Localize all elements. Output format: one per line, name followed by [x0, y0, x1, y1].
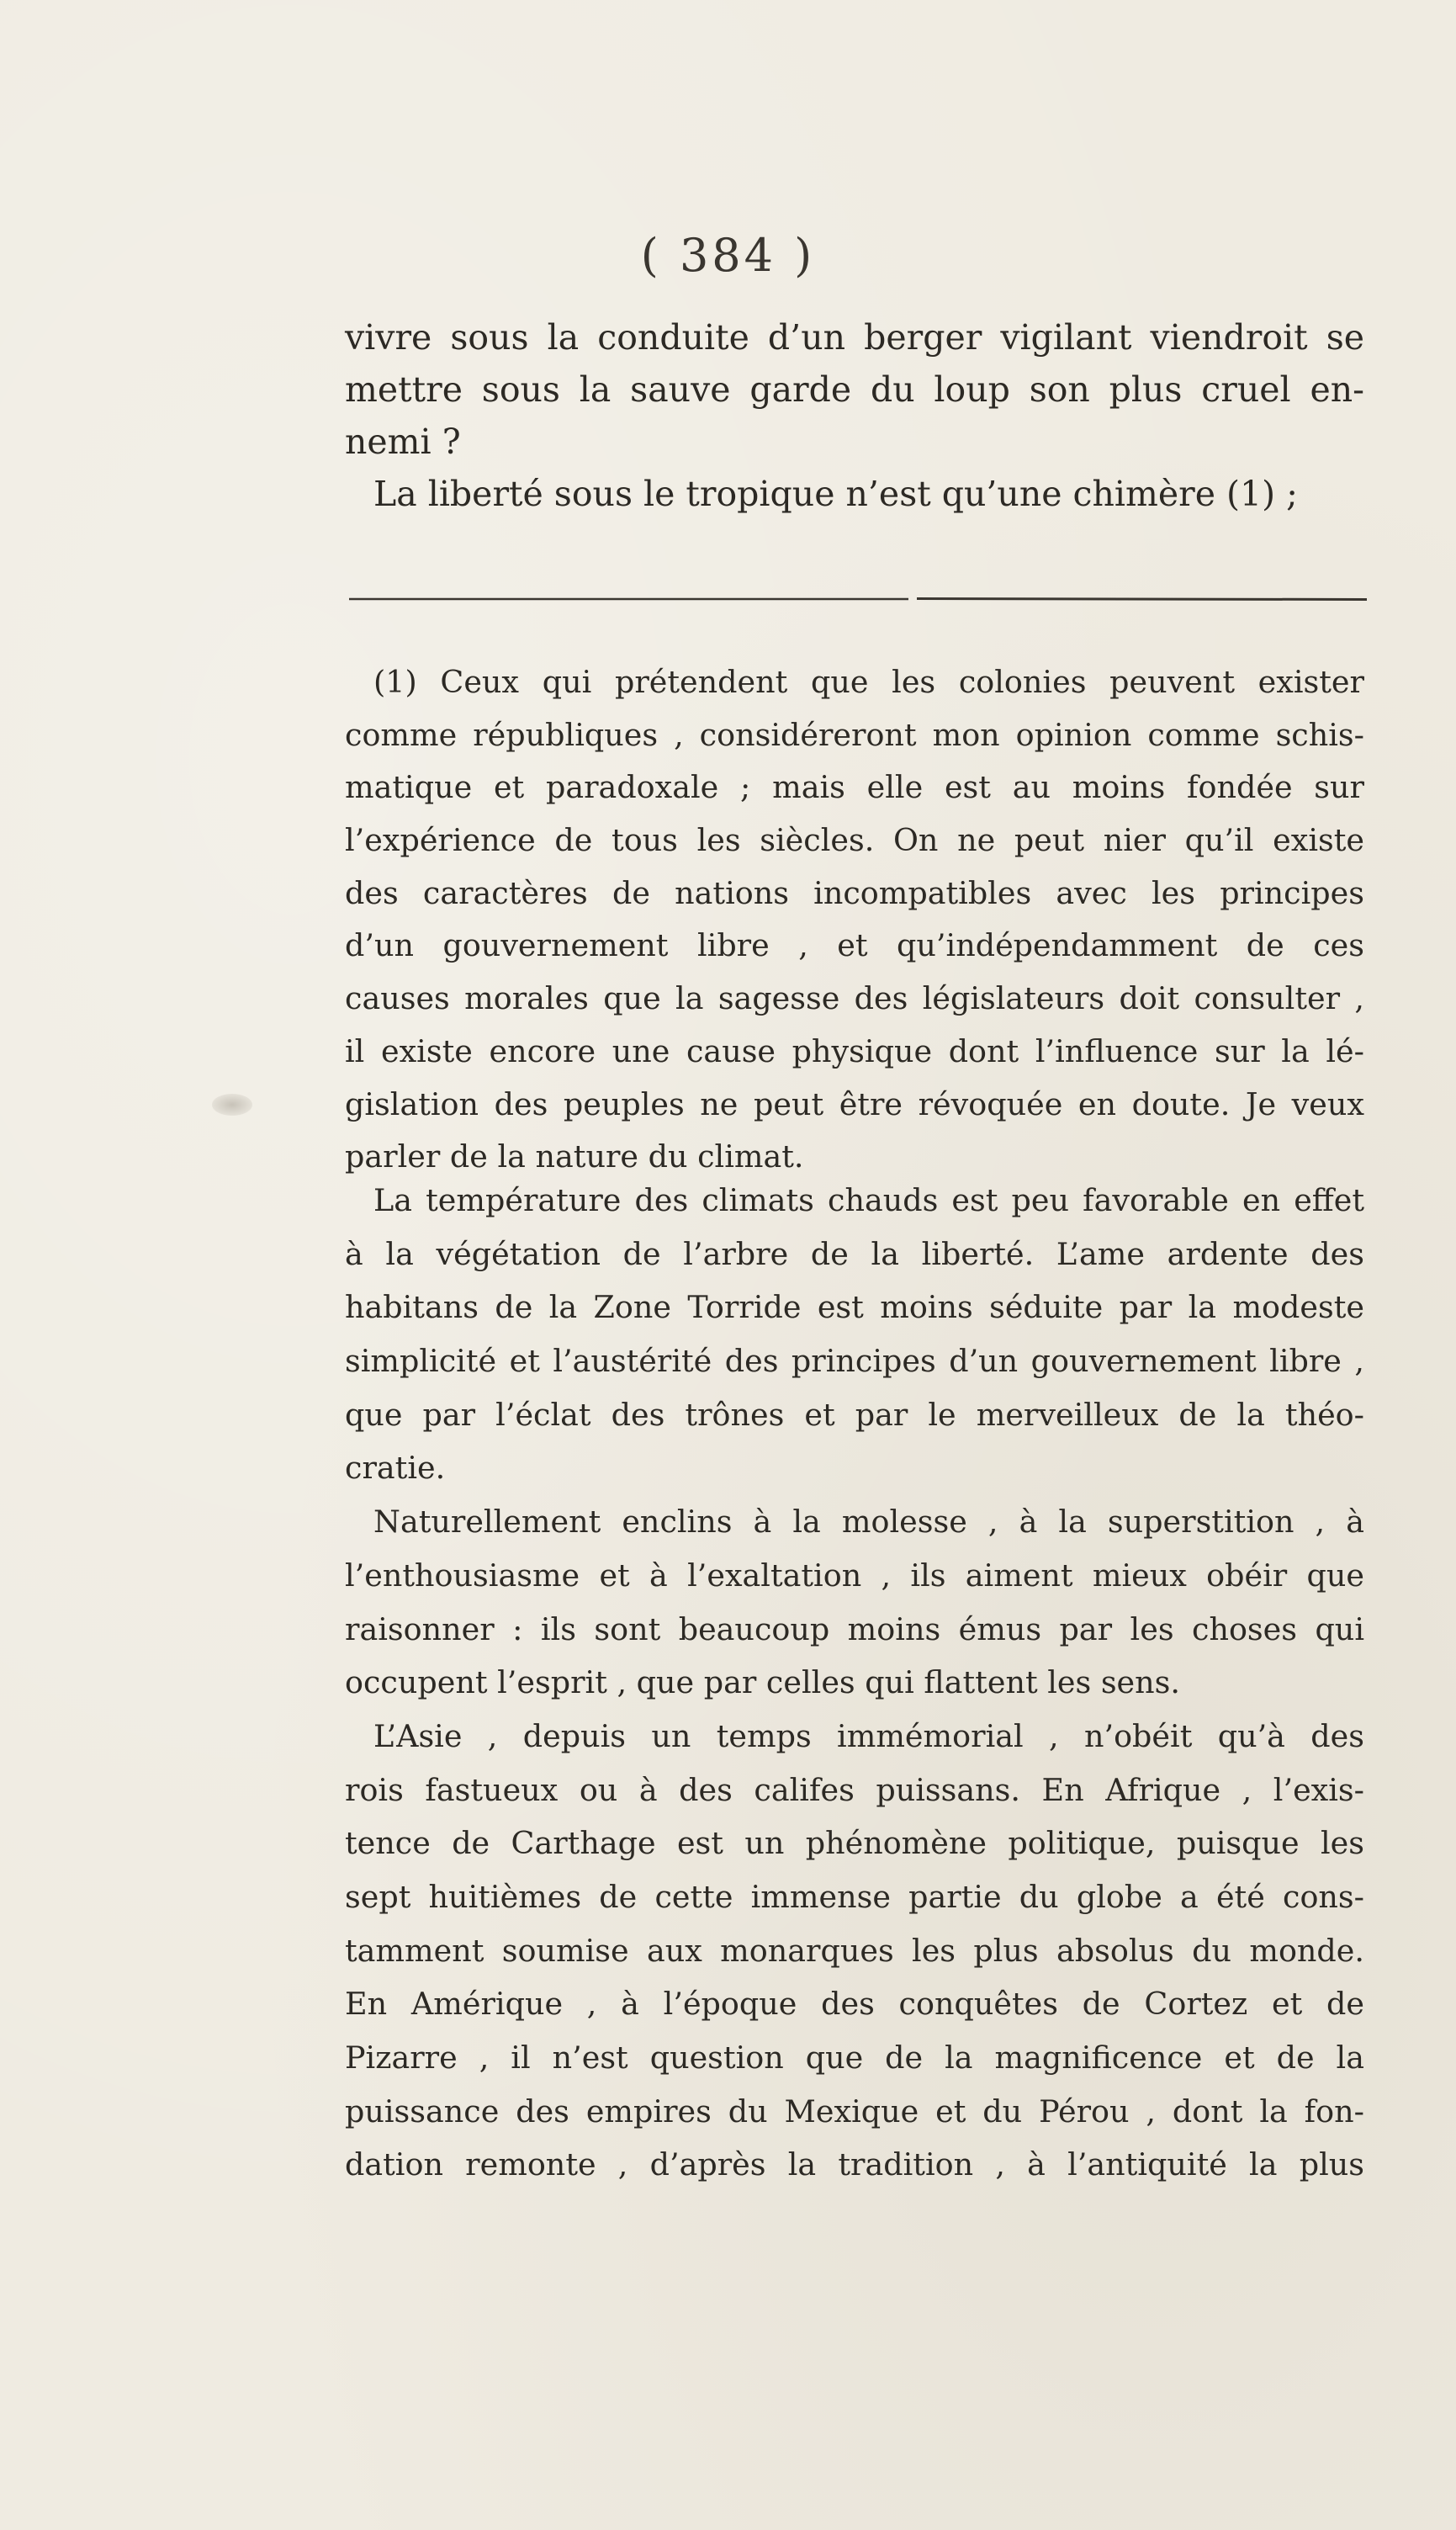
- footnote-line: tamment soumise aux monarques les plus absolus du monde.: [345, 1932, 1364, 1969]
- footnote-line: l’enthousiasme et à l’exaltation , ils aiment mieux obéir que: [345, 1557, 1364, 1594]
- main-text-line: nemi ?: [345, 422, 461, 462]
- footnote-line: tence de Carthage est un phénomène politique, puisque les: [345, 1825, 1364, 1862]
- footnote-line: d’un gouvernement libre , et qu’indépendamment de ces: [345, 927, 1364, 964]
- footnote-line: raisonner : ils sont beaucoup moins émus par les choses qui: [345, 1610, 1364, 1647]
- footnote-line: rois fastueux ou à des califes puissans. En Afrique , l’exis-: [345, 1771, 1364, 1808]
- footnote-line: il existe encore une cause physique dont l’influence sur la lé-: [345, 1032, 1364, 1069]
- footnote-line: simplicité et l’austérité des principes d’un gouvernement libre ,: [345, 1343, 1364, 1380]
- footnote-line: cratie.: [345, 1450, 446, 1487]
- footnote-line: que par l’éclat des trônes et par le merveilleux de la théo-: [345, 1396, 1364, 1433]
- footnote-line: L’Asie , depuis un temps immémorial , n’obéit qu’à des: [373, 1717, 1364, 1754]
- footnote-line: Naturellement enclins à la molesse , à la superstition , à: [373, 1504, 1364, 1541]
- footnote-line: La température des climats chauds est peu favorable en effet: [373, 1182, 1364, 1218]
- footnote-continued: [345, 1174, 1364, 2192]
- footnote-line: puissance des empires du Mexique et du Pérou , dont la fon-: [345, 2092, 1364, 2130]
- footnote-line: dation remonte , d’après la tradition , à l’antiquité la plus: [345, 2146, 1364, 2183]
- footnote-line: Pizarre , il n’est question que de la magnificence et de la: [345, 2039, 1364, 2076]
- footnote: [345, 656, 1364, 1184]
- footnote-line: causes morales que la sagesse des législateurs doit consulter ,: [345, 980, 1364, 1017]
- main-text-line: mettre sous la sauve garde du loup son plus cruel en-: [345, 369, 1364, 410]
- main-text-line: vivre sous la conduite d’un berger vigilant viendroit se: [345, 317, 1364, 358]
- footnote-line: à la végétation de l’arbre de la liberté. L’ame ardente des: [345, 1235, 1364, 1272]
- main-text: [345, 311, 1364, 520]
- footnote-line: l’expérience de tous les siècles. On ne peut nier qu’il existe: [345, 822, 1364, 859]
- footnote-line: des caractères de nations incompatibles avec les principes: [345, 874, 1364, 911]
- footnote-line: gislation des peuples ne peut être révoquée en doute. Je veux: [345, 1085, 1364, 1122]
- footnote-line: occupent l’esprit , que par celles qui flattent les sens.: [345, 1664, 1181, 1701]
- ink-smudge: [212, 1094, 252, 1116]
- footnote-line: matique et paradoxale ; mais elle est au moins fondée sur: [345, 769, 1364, 806]
- footnote-line: (1) Ceux qui prétendent que les colonies peuvent exister: [373, 664, 1364, 700]
- footnote-line: parler de la nature du climat.: [345, 1138, 804, 1175]
- page-number: ( 384 ): [640, 229, 816, 282]
- footnote-line: sept huitièmes de cette immense partie du globe a été cons-: [345, 1878, 1364, 1915]
- main-text-line: La liberté sous le tropique n’est qu’une chimère (1) ;: [373, 474, 1298, 514]
- footnote-line: En Amérique , à l’époque des conquêtes de Cortez et de: [345, 1986, 1364, 2023]
- footnote-separator-rule: [349, 596, 1367, 602]
- footnote-line: habitans de la Zone Torride est moins séduite par la modeste: [345, 1289, 1364, 1326]
- footnote-line: comme républiques , considéreront mon opinion comme schis-: [345, 716, 1364, 753]
